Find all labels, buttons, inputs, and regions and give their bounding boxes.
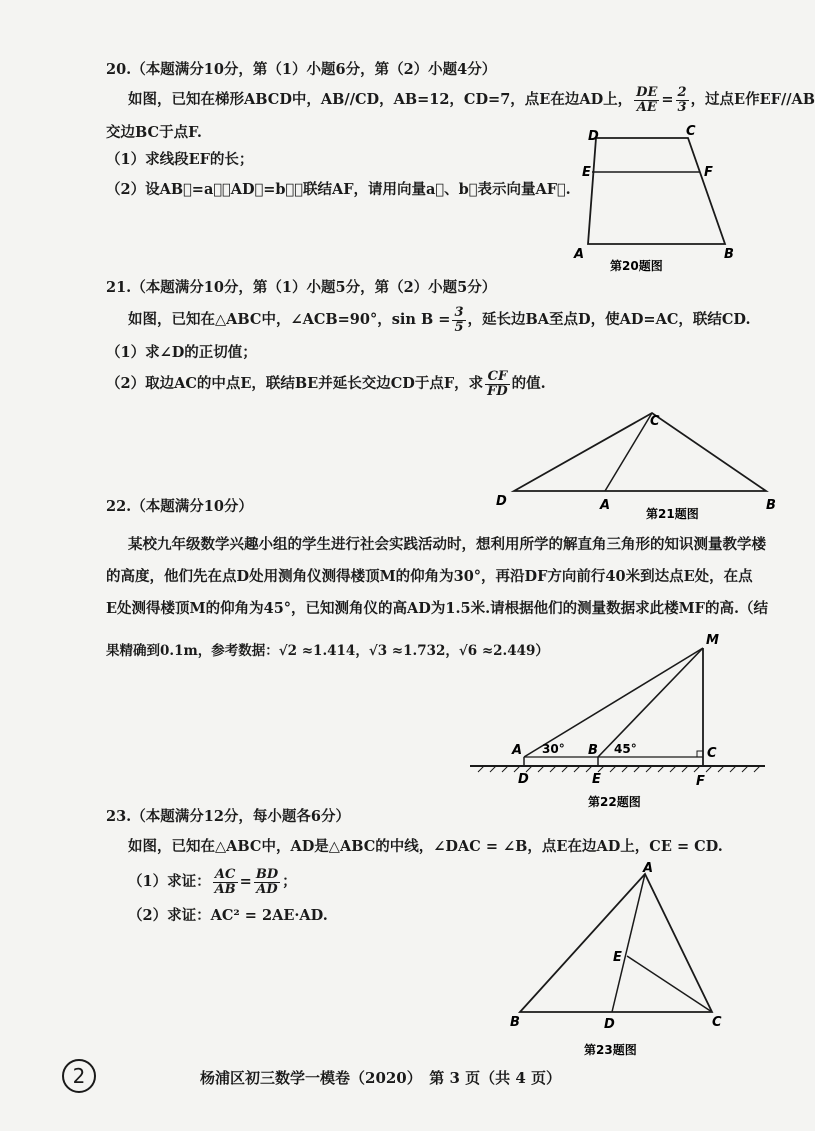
q22-line2: 的高度，他们先在点D处用测角仪测得楼顶M的仰角为30°，再沿DF方向前行40米到达点E处，在点 bbox=[106, 568, 753, 585]
q21-part2 bbox=[106, 368, 546, 400]
q23-point-e: E bbox=[613, 950, 622, 965]
q22-header: 22.（本题满分10分） bbox=[106, 498, 253, 515]
q20-point-c: C bbox=[686, 124, 696, 139]
q20-point-a: A bbox=[574, 247, 585, 262]
q21-line1-post: ，延长边BA至点D，使AD=AC，联结CD. bbox=[467, 311, 751, 328]
q20-point-f: F bbox=[704, 165, 713, 180]
q22-point-d: D bbox=[518, 772, 529, 787]
q23-point-d: D bbox=[604, 1017, 615, 1032]
q23-point-b: B bbox=[510, 1015, 520, 1030]
q21-part1: （1）求∠D的正切值； bbox=[106, 344, 257, 361]
q22-line1: 某校九年级数学兴趣小组的学生进行社会实践活动时，想利用所学的解直角三角形的知识测量教学楼 bbox=[128, 536, 766, 553]
q22-caption: 第22题图 bbox=[588, 795, 641, 809]
q20-ratio-den: AE bbox=[636, 99, 657, 115]
q23-f2-den: AD bbox=[256, 881, 278, 897]
q20-part2: （2）设AB⃗=a⃗，AD⃗=b⃗，联结AF，请用向量a⃗、b⃗表示向量AF⃗. bbox=[106, 181, 571, 198]
q21-triangle-figure bbox=[490, 405, 790, 520]
q20-ratio-fraction bbox=[634, 86, 659, 115]
q22-line3: E处测得楼顶M的仰角为45°，已知测角仪的高AD为1.5米.请根据他们的测量数据求此楼MF的高.（结 bbox=[106, 600, 769, 617]
q23-f1-den: AB bbox=[214, 881, 236, 897]
q20-line1-post: ，过点E作EF//AB bbox=[690, 91, 815, 108]
q23-f2-num: BD bbox=[255, 866, 279, 882]
q22-point-b: B bbox=[588, 743, 598, 758]
q21-point-c: C bbox=[650, 414, 660, 429]
q20-trapezoid-figure bbox=[570, 122, 750, 272]
q21-triangle-shape bbox=[514, 413, 766, 491]
q20-header: 20.（本题满分10分，第（1）小题6分，第（2）小题4分） bbox=[106, 61, 497, 78]
q21-caption: 第21题图 bbox=[646, 507, 699, 521]
q21-sin-fraction bbox=[452, 306, 465, 335]
q22-point-a: A bbox=[512, 743, 523, 758]
q23-fraction-bd-ad bbox=[254, 868, 280, 897]
q20-value-num: 2 bbox=[677, 84, 687, 100]
q23-header: 23.（本题满分12分，每小题各6分） bbox=[106, 808, 350, 825]
q22-point-e: E bbox=[592, 772, 601, 787]
q23-line1: 如图，已知在△ABC中，AD是△ABC的中线，∠DAC = ∠B，点E在边AD上，CE = CD. bbox=[128, 838, 723, 855]
q22-right-angle-mark bbox=[697, 751, 703, 757]
q23-part1-pre: （1）求证： bbox=[128, 873, 211, 890]
page-footer: 杨浦区初三数学一模卷（2020） 第 3 页（共 4 页） bbox=[200, 1069, 562, 1087]
q23-f1-num: AC bbox=[213, 868, 238, 883]
q23-median-ad bbox=[612, 874, 645, 1012]
q23-part2: （2）求证：AC² = 2AE·AD. bbox=[128, 907, 328, 924]
q20-eq: = bbox=[661, 91, 674, 108]
q20-trapezoid-shape bbox=[588, 138, 725, 244]
q21-point-d: D bbox=[496, 494, 507, 509]
q23-point-a: A bbox=[643, 861, 654, 876]
q22-building-figure bbox=[470, 626, 770, 811]
q20-line2: 交边BC于点F. bbox=[106, 124, 202, 141]
q20-caption: 第20题图 bbox=[610, 259, 663, 273]
q21-header: 21.（本题满分10分，第（1）小题5分，第（2）小题5分） bbox=[106, 279, 497, 296]
q20-line1-pre: 如图，已知在梯形ABCD中，AB//CD，AB=12，CD=7，点E在边AD上， bbox=[128, 91, 633, 108]
q20-line1 bbox=[128, 85, 815, 115]
q23-part1-post: ； bbox=[282, 873, 297, 890]
q23-part1: （1）求证： $\frac{AC}{AB}$ = $\frac{BD}{AD}$ ； bbox=[128, 866, 297, 897]
q22-point-m: M bbox=[706, 633, 719, 648]
q22-line4: 果精确到0.1m，参考数据：√2 ≈1.414，√3 ≈1.732，√6 ≈2.449） bbox=[106, 643, 549, 659]
q21-segment-ca bbox=[605, 413, 652, 491]
q21-part2-post: 的值. bbox=[511, 375, 546, 392]
q20-point-e: E bbox=[582, 165, 591, 180]
q23-point-c: C bbox=[712, 1015, 722, 1030]
q21-point-a: A bbox=[600, 498, 611, 513]
q20-value-fraction bbox=[676, 86, 689, 115]
q23-triangle-figure bbox=[500, 860, 740, 1060]
q23-fraction-ac-ab bbox=[213, 868, 238, 897]
q23-triangle-shape bbox=[520, 874, 712, 1012]
q20-part1: （1）求线段EF的长； bbox=[106, 151, 254, 168]
q22-point-f: F bbox=[696, 774, 705, 789]
q20-ratio-num: DE bbox=[636, 84, 658, 100]
q20-point-b: B bbox=[724, 247, 734, 262]
q21-sin-den: 5 bbox=[454, 319, 464, 335]
q22-angle-45: 45° bbox=[614, 742, 637, 756]
q22-point-c: C bbox=[707, 746, 717, 761]
q22-angle-30: 30° bbox=[542, 742, 565, 756]
page-circle-number: 2 bbox=[62, 1059, 96, 1093]
q23-caption: 第23题图 bbox=[584, 1043, 637, 1057]
q21-line1 bbox=[128, 304, 751, 336]
q21-sin-num: 3 bbox=[454, 304, 464, 320]
q21-part2-pre: （2）取边AC的中点E，联结BE并延长交边CD于点F，求 bbox=[106, 375, 484, 392]
q21-point-b: B bbox=[766, 498, 776, 513]
q21-line1-pre: 如图，已知在△ABC中，∠ACB=90°，sin B = bbox=[128, 311, 451, 328]
q20-point-d: D bbox=[588, 129, 599, 144]
q20-value-den: 3 bbox=[677, 99, 687, 115]
q21-ratio-fraction bbox=[485, 370, 510, 399]
q21-ratio-num: CF bbox=[485, 370, 510, 385]
q21-ratio-den: FD bbox=[487, 383, 508, 399]
